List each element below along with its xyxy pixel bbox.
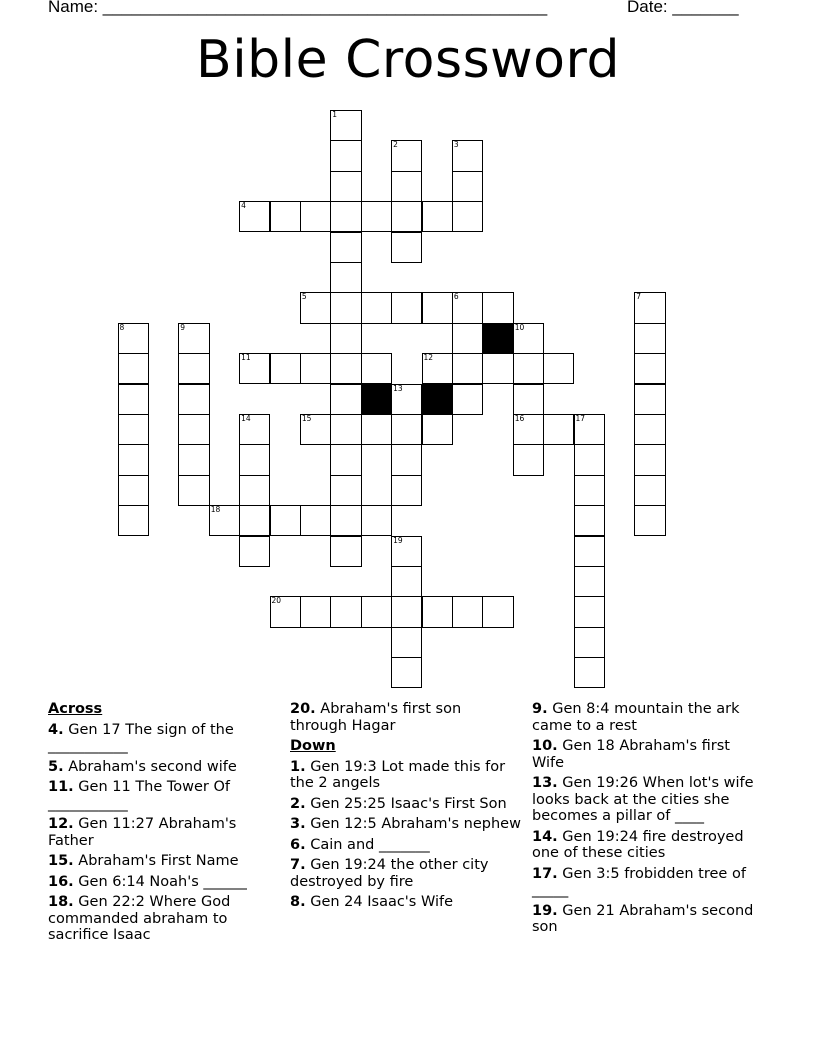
grid-cell[interactable] <box>391 292 422 323</box>
clue-item-number: 4. <box>48 721 64 738</box>
grid-cell[interactable] <box>178 323 209 354</box>
grid-cell[interactable] <box>330 414 361 445</box>
grid-cell[interactable] <box>178 353 209 384</box>
grid-cell[interactable] <box>574 536 605 567</box>
grid-cell[interactable] <box>634 292 665 323</box>
clue-item-number: 19. <box>532 902 558 919</box>
grid-cell[interactable] <box>452 323 483 354</box>
clue-item <box>48 874 280 891</box>
grid-cell[interactable] <box>330 323 361 354</box>
grid-cell[interactable] <box>634 505 665 536</box>
grid-cell[interactable] <box>574 505 605 536</box>
clue-number: 16 <box>514 414 525 423</box>
grid-cell[interactable] <box>330 232 361 263</box>
grid-cell[interactable] <box>239 201 270 232</box>
grid-cell[interactable] <box>634 414 665 445</box>
grid-cell[interactable] <box>300 201 331 232</box>
clue-item-text: Abraham's first son through Hagar <box>290 701 462 734</box>
grid-cell[interactable] <box>482 353 513 384</box>
grid-cell[interactable] <box>634 384 665 415</box>
clue-item-number: 3. <box>290 816 306 832</box>
clue-item <box>532 738 764 771</box>
clue-column-1 <box>48 701 280 948</box>
clue-item-text: Gen 12:5 Abraham's nephew <box>305 816 521 832</box>
grid-cell[interactable] <box>452 140 483 171</box>
grid-cell[interactable] <box>330 444 361 475</box>
clue-number: 15 <box>301 414 312 423</box>
clue-number: 18 <box>210 505 221 515</box>
clue-number: 11 <box>241 353 251 363</box>
grid-cell[interactable] <box>574 566 605 597</box>
grid-cell[interactable] <box>118 353 149 384</box>
clue-item-text: Gen 8:4 mountain the ark came to a rest <box>532 701 740 734</box>
clue-item-number: 18. <box>48 894 74 910</box>
clue-item <box>48 779 280 812</box>
grid-cell[interactable] <box>330 505 361 536</box>
grid-cell[interactable] <box>330 201 361 232</box>
clue-item <box>532 866 764 899</box>
grid-cell[interactable] <box>634 353 665 384</box>
grid-cell[interactable] <box>300 505 331 536</box>
page-title: Bible Crossword <box>196 30 620 90</box>
clue-number: 3 <box>453 140 459 150</box>
grid-cell[interactable] <box>239 353 270 384</box>
grid-cell[interactable] <box>574 475 605 506</box>
clue-item-number: 15. <box>48 853 74 869</box>
grid-cell[interactable] <box>239 475 270 506</box>
grid-cell[interactable] <box>422 292 453 323</box>
grid-cell[interactable] <box>513 384 544 415</box>
clue-item-number: 12. <box>48 816 74 832</box>
grid-cell[interactable] <box>452 171 483 202</box>
clue-item-text: Gen 6:14 Noah's ______ <box>73 873 247 890</box>
grid-cell[interactable] <box>330 353 361 384</box>
clue-item <box>532 775 764 825</box>
grid-cell[interactable] <box>574 657 605 688</box>
clue-item-number: 13. <box>532 775 558 791</box>
clue-item-text: Gen 17 The sign of the ___________ <box>48 721 234 754</box>
clue-number: 20 <box>271 596 282 606</box>
grid-cell[interactable] <box>391 232 422 263</box>
grid-cell[interactable] <box>543 353 574 384</box>
clue-item-number: 7. <box>290 857 306 873</box>
clue-item-text: Gen 18 Abraham's first Wife <box>532 738 730 771</box>
clue-item <box>290 857 522 890</box>
grid-cell[interactable] <box>574 444 605 475</box>
grid-cell[interactable] <box>300 596 331 627</box>
grid-cell[interactable] <box>513 414 544 445</box>
grid-cell[interactable] <box>391 140 422 171</box>
grid-cell[interactable] <box>574 627 605 658</box>
grid-cell[interactable] <box>513 444 544 475</box>
clue-item-text: Gen 25:25 Isaac's First Son <box>305 795 507 812</box>
clue-item-number: 9. <box>532 701 548 717</box>
clue-item-number: 8. <box>290 894 306 910</box>
grid-cell[interactable] <box>239 505 270 536</box>
clue-item-text: Abraham's First Name <box>73 853 239 869</box>
grid-cell[interactable] <box>452 353 483 384</box>
clue-item <box>532 701 764 734</box>
clue-number: 14 <box>241 414 251 423</box>
grid-cell[interactable] <box>513 323 544 354</box>
grid-cell[interactable] <box>330 140 361 171</box>
clue-item-text: Gen 21 Abraham's second son <box>532 902 754 935</box>
clue-number: 13 <box>393 383 403 393</box>
grid-cell-blocked <box>361 384 392 415</box>
grid-cell[interactable] <box>634 475 665 506</box>
clue-column-2 <box>290 701 522 915</box>
grid-cell[interactable] <box>391 475 422 506</box>
clue-number: 4 <box>241 201 246 211</box>
grid-cell[interactable] <box>239 536 270 567</box>
grid-cell[interactable] <box>391 444 422 475</box>
across-heading: Across <box>48 701 103 717</box>
grid-cell[interactable] <box>118 505 149 536</box>
clue-number: 6 <box>453 292 459 302</box>
clue-item-number: 20. <box>290 701 316 717</box>
clue-item <box>290 701 522 734</box>
clue-item <box>532 829 764 862</box>
grid-cell[interactable] <box>330 292 361 323</box>
grid-cell[interactable] <box>270 201 301 232</box>
grid-cell[interactable] <box>452 201 483 232</box>
grid-cell[interactable] <box>452 596 483 627</box>
grid-cell[interactable] <box>239 444 270 475</box>
grid-cell[interactable] <box>270 353 301 384</box>
grid-cell[interactable] <box>574 414 605 445</box>
grid-cell[interactable] <box>300 292 331 323</box>
grid-cell[interactable] <box>391 384 422 415</box>
grid-cell[interactable] <box>543 414 574 445</box>
clue-item-number: 17. <box>532 865 558 882</box>
down-heading: Down <box>290 738 336 754</box>
clue-number: 1 <box>332 110 338 119</box>
clue-item <box>290 816 522 833</box>
grid-cell[interactable] <box>452 292 483 323</box>
clue-number: 17 <box>575 414 586 423</box>
clue-item-number: 6. <box>290 836 306 853</box>
clue-item <box>290 796 522 813</box>
clue-item <box>532 903 764 936</box>
grid-cell[interactable] <box>270 596 301 627</box>
grid-cell[interactable] <box>300 414 331 445</box>
grid-cell[interactable] <box>452 384 483 415</box>
clue-number: 10 <box>514 322 525 332</box>
clue-item-text: Gen 19:24 fire destroyed one of these cities <box>532 828 744 861</box>
clue-item-number: 11. <box>48 779 74 795</box>
clue-number: 7 <box>636 292 642 302</box>
grid-cell[interactable] <box>361 596 392 627</box>
grid-cell[interactable] <box>574 596 605 627</box>
grid-cell[interactable] <box>422 596 453 627</box>
grid-cell[interactable] <box>391 657 422 688</box>
grid-cell[interactable] <box>209 505 240 536</box>
grid-cell[interactable] <box>482 596 513 627</box>
clue-item-number: 16. <box>48 873 74 890</box>
grid-cell[interactable] <box>178 414 209 445</box>
grid-cell[interactable] <box>118 414 149 445</box>
grid-cell-blocked <box>482 323 513 354</box>
grid-cell[interactable] <box>330 536 361 567</box>
grid-cell[interactable] <box>118 323 149 354</box>
grid-cell[interactable] <box>178 444 209 475</box>
grid-cell[interactable] <box>239 414 270 445</box>
grid-cell[interactable] <box>391 566 422 597</box>
clue-item <box>290 837 522 854</box>
clue-item <box>48 759 280 776</box>
grid-cell[interactable] <box>330 596 361 627</box>
clue-item-text: Gen 19:3 Lot made this for the 2 angels <box>290 758 506 791</box>
grid-cell[interactable] <box>178 384 209 415</box>
grid-cell[interactable] <box>391 414 422 445</box>
clue-item <box>290 759 522 792</box>
grid-cell[interactable] <box>330 262 361 293</box>
grid-cell[interactable] <box>361 292 392 323</box>
grid-cell[interactable] <box>391 627 422 658</box>
grid-cell[interactable] <box>118 384 149 415</box>
clue-item <box>48 816 280 849</box>
clue-item-text: Gen 3:5 frobidden tree of _____ <box>532 865 746 898</box>
grid-cell[interactable] <box>300 353 331 384</box>
grid-cell[interactable] <box>361 201 392 232</box>
grid-cell[interactable] <box>391 596 422 627</box>
clue-item-number: 5. <box>48 758 64 775</box>
clue-item-text: Gen 22:2 Where God commanded abraham to sacrifice Isaac <box>48 894 231 943</box>
clue-number: 2 <box>393 140 398 150</box>
grid-cell[interactable] <box>330 384 361 415</box>
name-field: Name: _______________________________________________ <box>48 0 548 16</box>
grid-cell[interactable] <box>634 323 665 354</box>
grid-cell[interactable] <box>513 353 544 384</box>
clue-item-text: Gen 19:24 the other city destroyed by fire <box>290 857 489 890</box>
grid-cell[interactable] <box>330 171 361 202</box>
clue-item-text: Gen 11 The Tower Of ___________ <box>48 779 231 812</box>
grid-cell[interactable] <box>330 110 361 141</box>
clue-item-number: 14. <box>532 828 558 845</box>
grid-cell[interactable] <box>118 475 149 506</box>
clue-number: 19 <box>393 535 403 545</box>
clue-item-text: Gen 11:27 Abraham's Father <box>48 816 237 849</box>
clue-item-text: Gen 24 Isaac's Wife <box>305 894 454 910</box>
clue-number: 12 <box>423 353 434 363</box>
grid-cell[interactable] <box>391 171 422 202</box>
grid-cell[interactable] <box>391 201 422 232</box>
clue-column-3 <box>532 701 764 940</box>
clue-item-number: 10. <box>532 738 558 754</box>
clue-item-number: 2. <box>290 795 306 812</box>
clue-item <box>290 894 522 911</box>
grid-cell[interactable] <box>178 475 209 506</box>
clue-item <box>48 853 280 870</box>
grid-cell[interactable] <box>118 444 149 475</box>
clue-number: 8 <box>119 322 125 332</box>
grid-cell[interactable] <box>361 505 392 536</box>
grid-cell[interactable] <box>330 475 361 506</box>
grid-cell[interactable] <box>270 505 301 536</box>
grid-cell[interactable] <box>634 444 665 475</box>
clue-item-text: Cain and _______ <box>305 836 430 853</box>
clue-item-text: Gen 19:26 When lot's wife looks back at the cities she becomes a pillar of ____ <box>532 775 754 824</box>
clue-item-text: Abraham's second wife <box>63 758 237 775</box>
grid-cell[interactable] <box>482 292 513 323</box>
clue-item <box>48 894 280 944</box>
clue-number: 5 <box>301 292 307 302</box>
grid-cell[interactable] <box>422 353 453 384</box>
grid-cell[interactable] <box>391 536 422 567</box>
grid-cell-blocked <box>422 384 453 415</box>
grid-cell[interactable] <box>422 201 453 232</box>
clue-item-number: 1. <box>290 758 306 775</box>
date-field: Date: _______ <box>627 0 739 16</box>
grid-cell[interactable] <box>361 414 392 445</box>
grid-cell[interactable] <box>422 414 453 445</box>
clue-item <box>48 722 280 755</box>
grid-cell[interactable] <box>361 353 392 384</box>
clue-number: 9 <box>180 322 186 332</box>
